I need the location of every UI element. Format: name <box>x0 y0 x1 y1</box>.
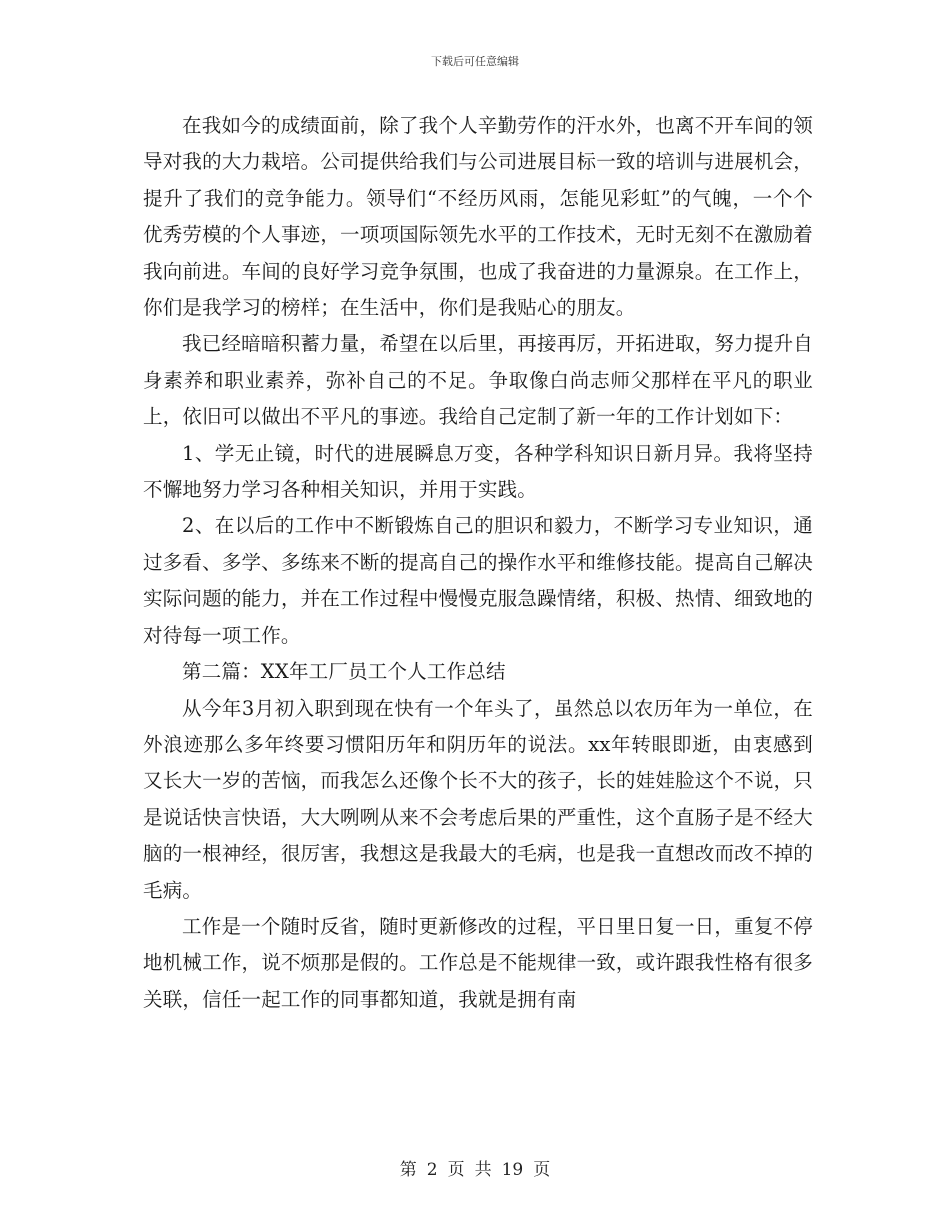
page-header: 下载后可任意编辑 <box>431 55 519 68</box>
paragraph: 工作是一个随时反省，随时更新修改的过程，平日里日复一日，重复不停地机械工作，说不烦那是假的。工作总是不能规律一致，或许跟我性格有很多关联，信任一起工作的同事都知道，我就是拥有南 <box>143 914 813 1011</box>
paragraph: 我已经暗暗积蓄力量，希望在以后里，再接再厉，开拓进取，努力提升自身素养和职业素养，弥补自己的不足。争取像白尚志师父那样在平凡的职业上，依旧可以做出不平凡的事迹。我给自己定制了新一年的工作计划如下： <box>143 332 813 429</box>
paragraph: 从今年3月初入职到现在快有一个年头了，虽然总以农历年为一单位，在外浪迹那么多年终要习惯阳历年和阴历年的说法。xx年转眼即逝，由衷感到又长大一岁的苦恼，而我怎么还像个长不大的孩子，长的娃娃脸这个不说，只是说话快言快语，大大咧咧从来不会考虑后果的严重性，这个直肠子是不经大脑的一根神经，很厉害，我想这是我最大的毛病，也是我一直想改而改不掉的毛病。 <box>143 696 813 902</box>
footer-prefix: 第 <box>399 1160 417 1180</box>
footer-page-word: 页 <box>447 1160 465 1180</box>
footer-suffix: 页 <box>533 1160 551 1180</box>
page-number: 2 <box>426 1160 438 1180</box>
paragraph: 在我如今的成绩面前，除了我个人辛勤劳作的汗水外，也离不开车间的领导对我的大力栽培。公司提供给我们与公司进展目标一致的培训与进展机会，提升了我们的竞争能力。领导们“不经历风雨，怎能见彩虹”的气魄，一个个优秀劳模的个人事迹，一项项国际领先水平的工作技术，无时无刻不在激励着我向前进。车间的良好学习竞争氛围，也成了我奋进的力量源泉。在工作上，你们是我学习的榜样；在生活中，你们是我贴心的朋友。 <box>143 114 813 320</box>
page-footer <box>0 1155 950 1180</box>
section-heading: 第二篇：XX年工厂员工个人工作总结 <box>182 660 506 684</box>
total-pages: 19 <box>501 1160 524 1180</box>
list-item-paragraph: 1、学无止镜，时代的进展瞬息万变，各种学科知识日新月异。我将坚持不懈地努力学习各种相关知识，并用于实践。 <box>143 441 813 502</box>
list-item-paragraph: 2、在以后的工作中不断锻炼自己的胆识和毅力，不断学习专业知识，通过多看、多学、多练来不断的提高自己的操作水平和维修技能。提高自己解决实际问题的能力，并在工作过程中慢慢克服急躁情绪，积极、热情、细致地的对待每一项工作。 <box>143 514 813 647</box>
footer-total-word: 共 <box>474 1160 492 1180</box>
document-body <box>143 108 813 1018</box>
